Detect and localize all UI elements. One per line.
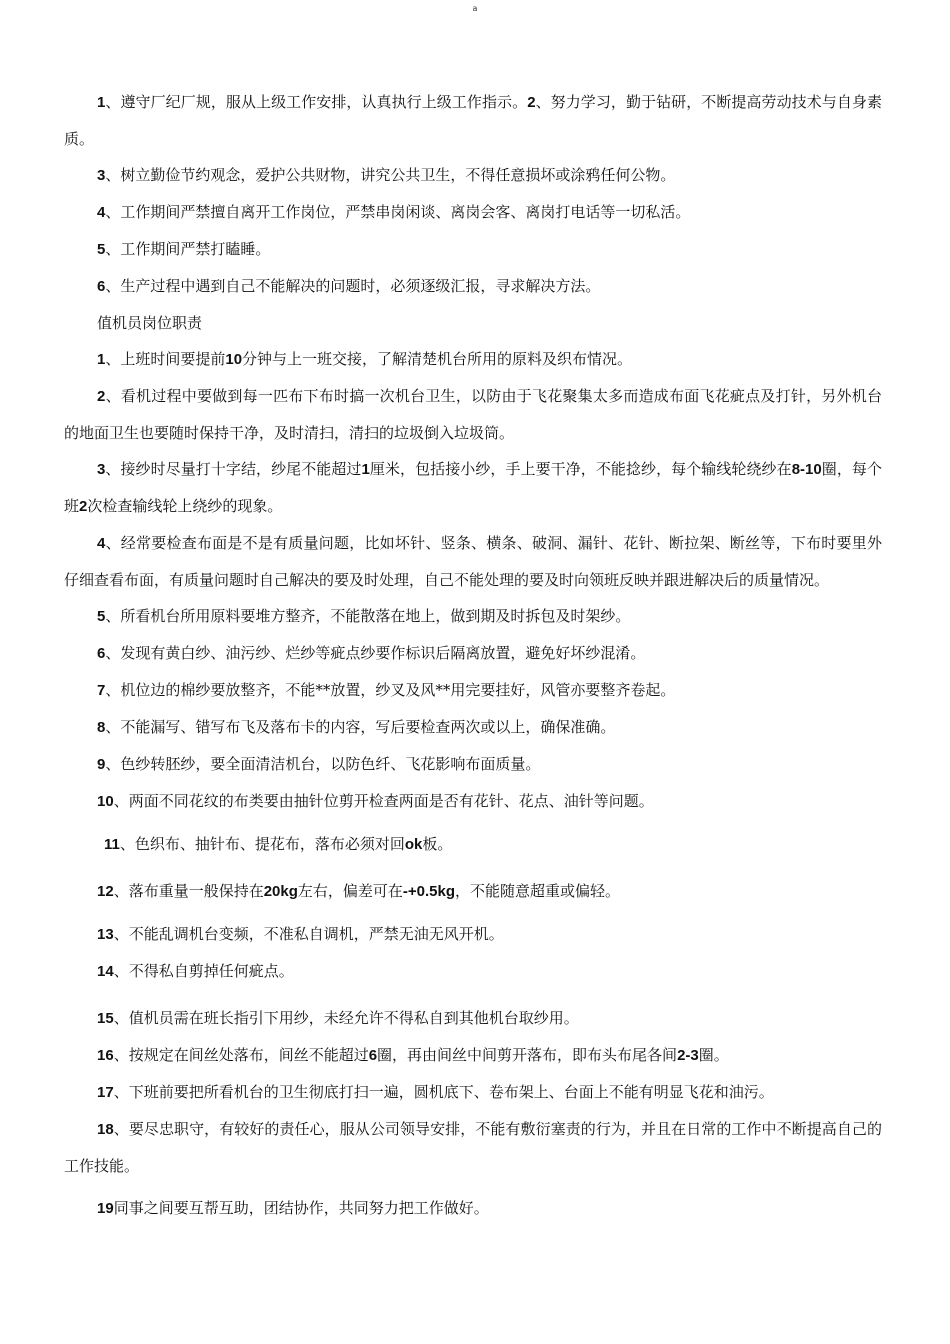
duty-number: 8 — [97, 719, 106, 736]
duty-number: 3 — [97, 461, 106, 478]
duty-text: 厘米，包括接小纱，手上要干净，不能捻纱，每个输线轮绕纱在 — [369, 460, 792, 478]
duty-text: 、色织布、抽针布、提花布，落布必须对回 — [119, 835, 405, 853]
duty-number: 10 — [97, 793, 114, 810]
duty-text: 、要尽忠职守，有较好的责任心，服从公司领导安排，不能有敷衍塞责的行为，并且在日常的工作中不断提高自己的工作技能。 — [64, 1120, 882, 1175]
duty-text: 分钟与上一班交接，了解清楚机台所用的原料及织布情况。 — [242, 350, 633, 368]
rule-text: 、努力学习，勤于钻研，不断提高劳动技术与自身素质。 — [64, 93, 882, 148]
duty-number: 17 — [97, 1084, 114, 1101]
duty-value: 2 — [79, 498, 88, 515]
duty-text: 、落布重量一般保持在 — [113, 882, 264, 900]
duty-text: 、接纱时尽量打十字结，纱尾不能超过 — [105, 460, 362, 478]
duty-text: 圈，每个班 — [64, 460, 882, 515]
rule-number: 5 — [97, 241, 106, 258]
duty-text: 、经常要检查布面是不是有质量问题，比如坏针、竖条、横条、破洞、漏针、花针、断拉架、断丝等，下布时要里外仔细查看布面，有质量问题时自己解决的要及时处理，自己不能处理的要及时向领班反映并跟进解决后的质量情况。 — [64, 534, 882, 589]
duty-13 — [64, 916, 882, 953]
duty-3 — [64, 451, 882, 525]
duty-text: 次检查输线轮上绕纱的现象。 — [87, 497, 283, 515]
duty-9 — [64, 746, 882, 783]
duty-text: 、按规定在间丝处落布，间丝不能超过 — [113, 1046, 369, 1064]
duty-6 — [64, 635, 882, 672]
duty-text: 、不得私自剪掉任何疵点。 — [113, 962, 294, 980]
duty-number: 14 — [97, 963, 114, 980]
duty-14 — [64, 953, 882, 990]
duty-value: 1 — [361, 461, 370, 478]
document-body — [64, 84, 882, 1227]
duty-value: 2-3 — [677, 1047, 699, 1064]
rule-paragraph — [64, 268, 882, 305]
duty-12 — [64, 873, 882, 910]
duty-text: 、色纱转胚纱，要全面清洁机台，以防色纤、飞花影响布面质量。 — [105, 755, 541, 773]
rule-text: 、工作期间严禁打瞌睡。 — [105, 240, 271, 258]
duty-value: ok — [404, 836, 423, 853]
duty-number: 9 — [97, 756, 106, 773]
header-mark: a — [472, 4, 478, 13]
rule-paragraph — [64, 194, 882, 231]
duty-value: 10 — [225, 351, 243, 368]
duty-number: 15 — [97, 1010, 114, 1027]
duty-text: 、发现有黄白纱、油污纱、烂纱等疵点纱要作标识后隔离放置，避免好坏纱混淆。 — [105, 644, 646, 662]
duty-text: 、不能乱调机台变频，不准私自调机，严禁无油无风开机。 — [113, 925, 504, 943]
duty-number: 18 — [97, 1121, 114, 1138]
duty-text: 、机位边的棉纱要放整齐，不能**放置，纱叉及风**用完要挂好，风管亦要整齐卷起。 — [105, 681, 676, 699]
rule-number: 6 — [97, 278, 106, 295]
duty-4 — [64, 525, 882, 598]
duty-number: 7 — [97, 682, 106, 699]
duty-8 — [64, 709, 882, 746]
duty-text: 、所看机台所用原料要堆方整齐，不能散落在地上，做到期及时拆包及时架纱。 — [105, 607, 631, 625]
duty-value: 20kg — [263, 883, 298, 900]
duty-text: 板。 — [422, 835, 453, 853]
duty-7 — [64, 672, 882, 709]
duty-value: -+0.5kg — [402, 883, 456, 900]
duty-text: 、看机过程中要做到每一匹布下布时搞一次机台卫生，以防由于飞花聚集太多而造成布面飞花疵点及打针，另外机台的地面卫生也要随时保持干净，及时清扫，清扫的垃圾倒入垃圾筒。 — [64, 387, 882, 442]
duty-number: 2 — [97, 388, 106, 405]
duty-1 — [64, 341, 882, 378]
duty-text: 圈。 — [698, 1046, 729, 1064]
rule-number: 4 — [97, 204, 106, 221]
duty-16 — [64, 1037, 882, 1074]
duty-2 — [64, 378, 882, 451]
duty-value: 8-10 — [791, 461, 822, 478]
duty-text: 、值机员需在班长指引下用纱，未经允许不得私自到其他机台取纱用。 — [113, 1009, 579, 1027]
duty-text: 、不能漏写、错写布飞及落布卡的内容，写后要检查两次或以上，确保准确。 — [105, 718, 616, 736]
rule-paragraph — [64, 157, 882, 194]
duty-text: ，不能随意超重或偏轻。 — [455, 882, 621, 900]
duty-number: 6 — [97, 645, 106, 662]
duty-10 — [64, 783, 882, 820]
duty-15 — [64, 1000, 882, 1037]
duty-number: 1 — [97, 351, 106, 368]
rule-number: 1 — [97, 94, 106, 111]
duty-number: 4 — [97, 535, 106, 552]
duty-number: 5 — [97, 608, 106, 625]
duty-value: 6 — [368, 1047, 378, 1064]
duty-5 — [64, 598, 882, 635]
duty-17 — [64, 1074, 882, 1111]
rule-text: 、遵守厂纪厂规，服从上级工作安排，认真执行上级工作指示。 — [105, 93, 528, 111]
duty-11 — [64, 826, 882, 863]
duty-text: 圈，再由间丝中间剪开落布，即布头布尾各间 — [377, 1046, 678, 1064]
duty-text: 、上班时间要提前 — [105, 350, 226, 368]
duty-text: 、两面不同花纹的布类要由抽针位剪开检查两面是否有花针、花点、油针等问题。 — [113, 792, 654, 810]
rule-number: 2 — [527, 94, 536, 111]
rule-text: 、树立勤俭节约观念，爱护公共财物，讲究公共卫生，不得任意损坏或涂鸦任何公物。 — [105, 166, 676, 184]
duty-number: 11 — [104, 836, 120, 853]
duty-number: 16 — [97, 1047, 114, 1064]
section-title: 值机员岗位职责 — [97, 314, 203, 332]
duty-text: 左右，偏差可在 — [297, 882, 403, 900]
duty-text: 同事之间要互帮互助，团结协作，共同努力把工作做好。 — [113, 1199, 489, 1217]
duty-number: 12 — [97, 883, 114, 900]
rule-number: 3 — [97, 167, 106, 184]
duty-number: 19 — [97, 1200, 114, 1217]
duty-text: 、下班前要把所看机台的卫生彻底打扫一遍，圆机底下、卷布架上、台面上不能有明显飞花和油污。 — [113, 1083, 774, 1101]
duty-19 — [64, 1190, 882, 1227]
rule-paragraph — [64, 231, 882, 268]
rule-text: 、生产过程中遇到自己不能解决的问题时，必须逐级汇报，寻求解决方法。 — [105, 277, 601, 295]
duty-18 — [64, 1111, 882, 1184]
duty-number: 13 — [97, 926, 114, 943]
rule-paragraph-1-2 — [64, 84, 882, 157]
rule-text: 、工作期间严禁擅自离开工作岗位，严禁串岗闲谈、离岗会客、离岗打电话等一切私活。 — [105, 203, 691, 221]
